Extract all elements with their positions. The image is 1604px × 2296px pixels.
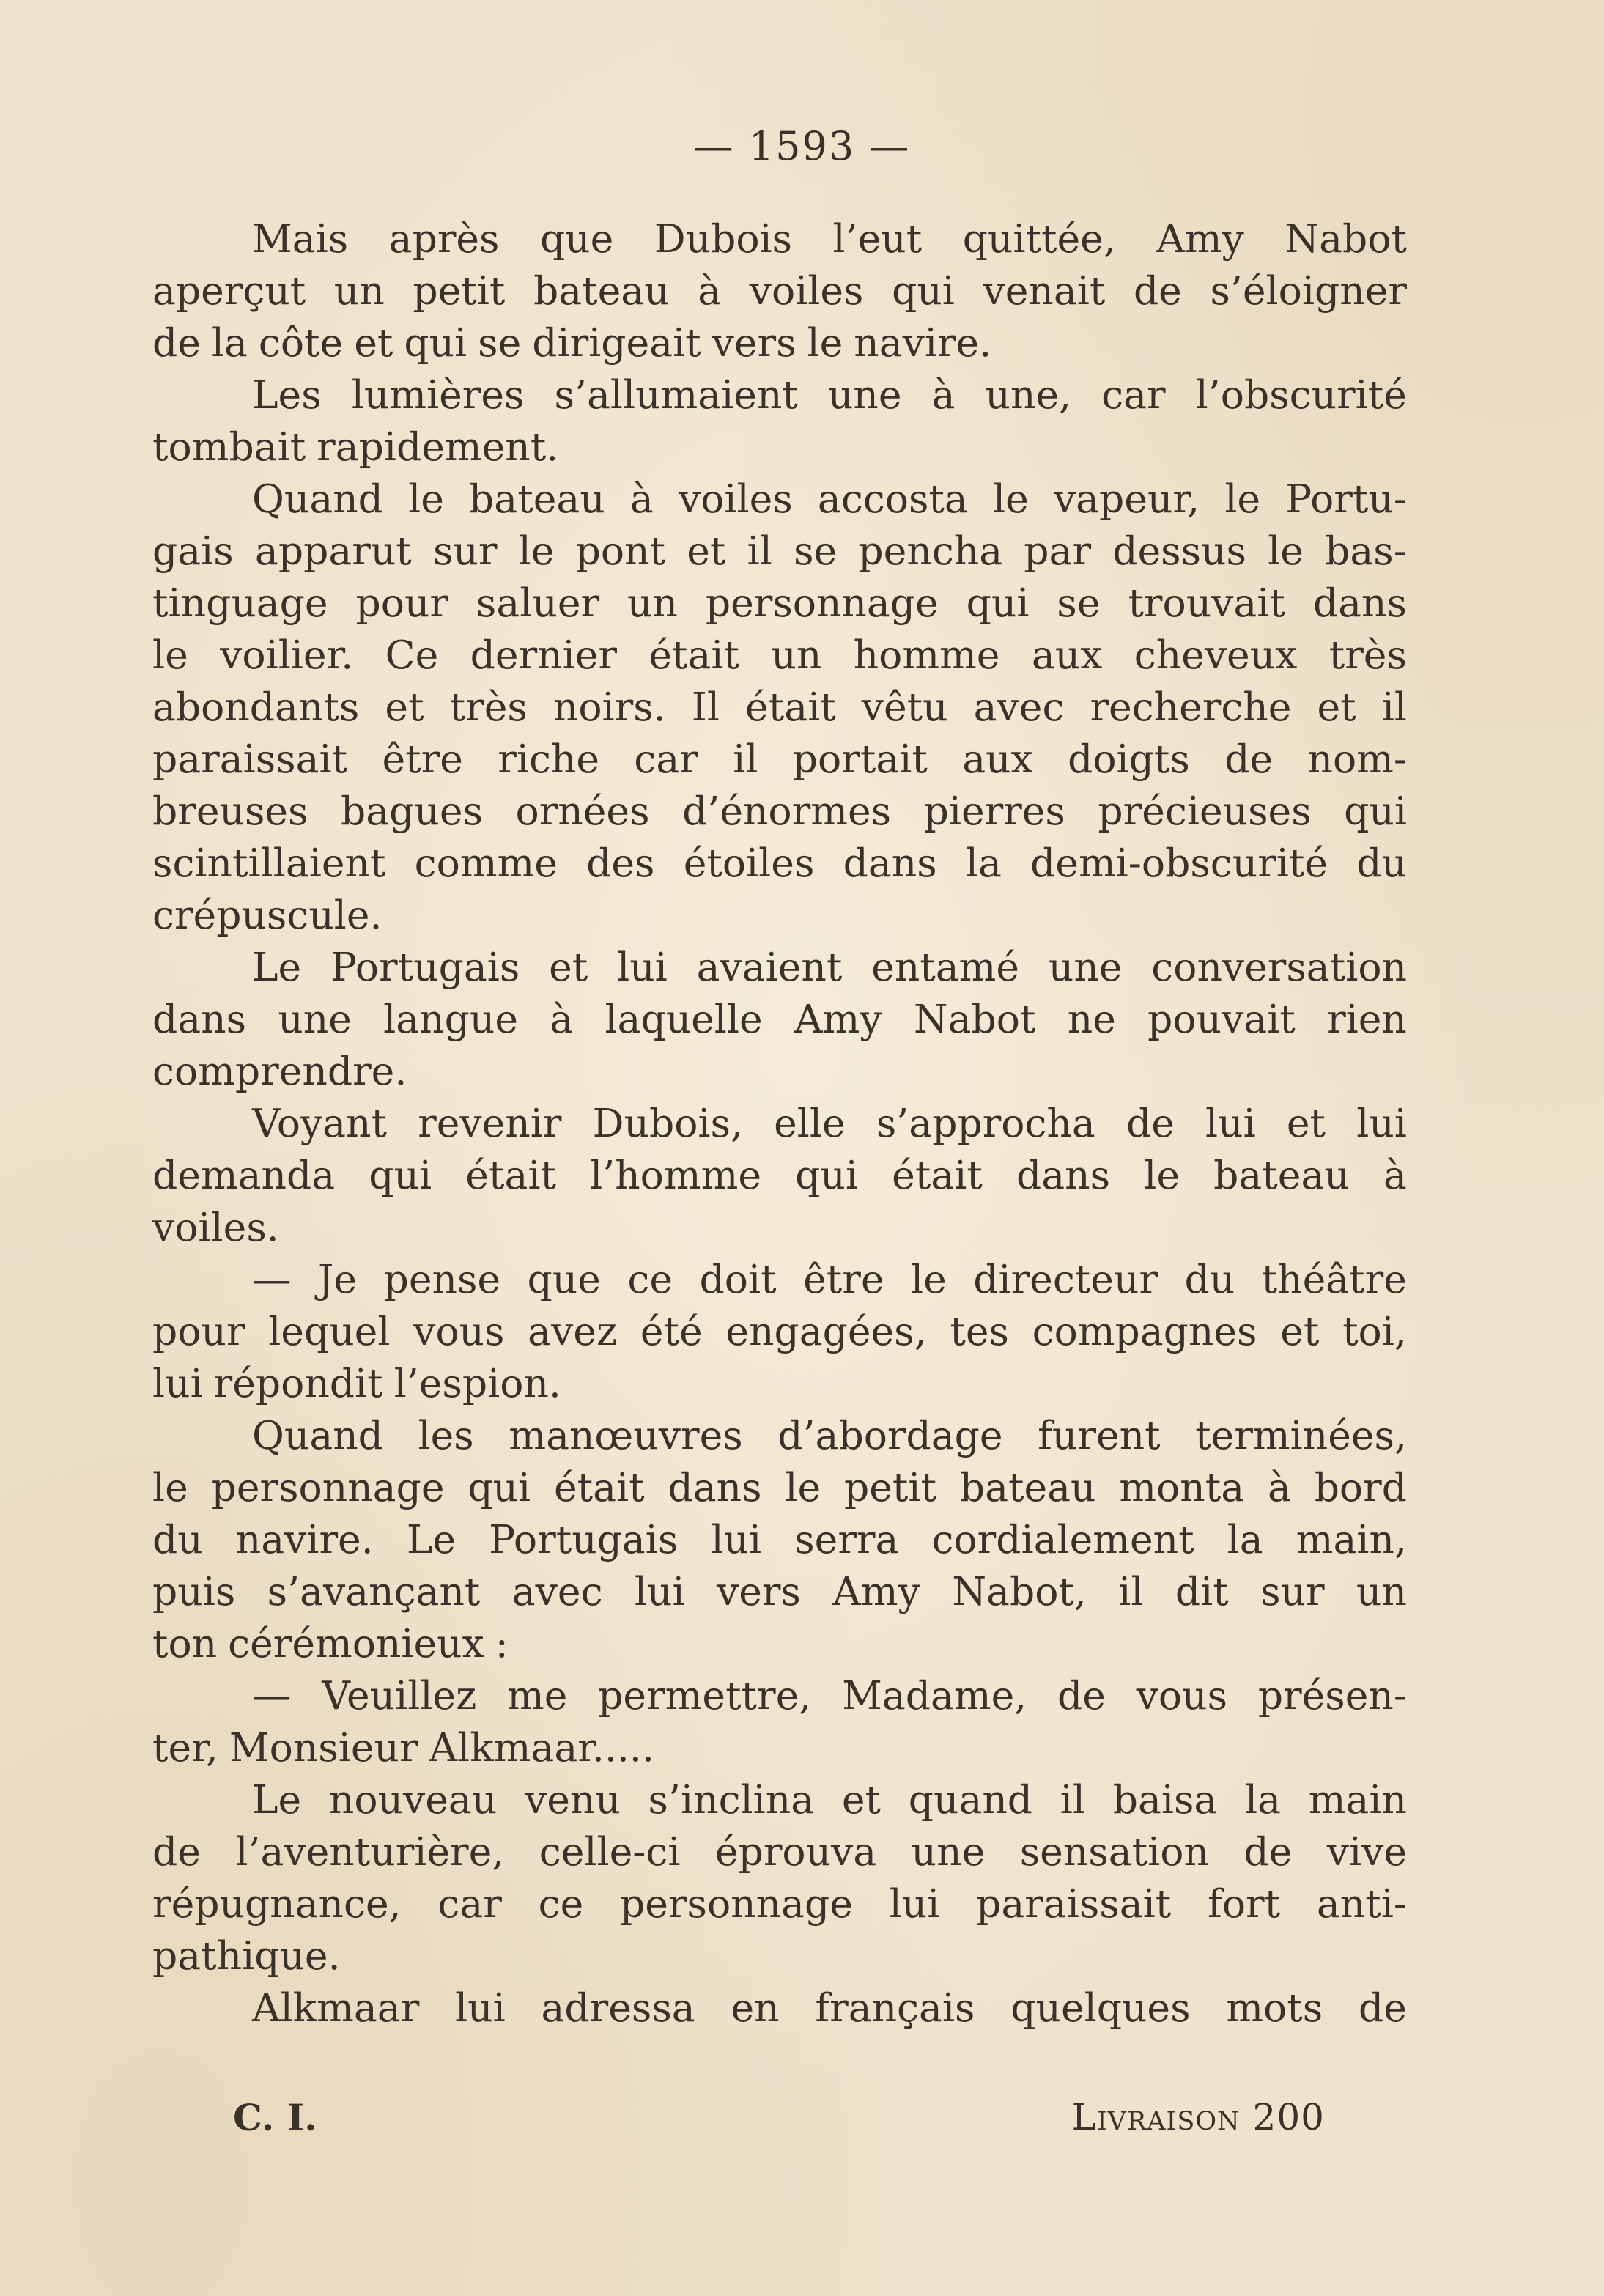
text-line: Les lumières s’allumaient une à une, car l’obscurité xyxy=(252,372,1407,418)
text-line: demanda qui était l’homme qui était dans le bateau à xyxy=(152,1152,1407,1198)
text-line: de la côte et qui se dirigeait vers le navire. xyxy=(152,320,992,366)
text-line: breuses bagues ornées d’énormes pierres précieuses qui xyxy=(152,788,1407,834)
text-line: scintillaient comme des étoiles dans la demi-obscurité du xyxy=(152,840,1407,886)
printer-signature: C. I. xyxy=(233,2096,317,2139)
text-line: Quand les manœuvres d’abordage furent terminées, xyxy=(252,1412,1407,1458)
text-line: Voyant revenir Dubois, elle s’approcha de lui et lui xyxy=(252,1100,1407,1146)
text-line: crépuscule. xyxy=(152,892,382,938)
text-line: — Veuillez me permettre, Madame, de vous présen- xyxy=(252,1672,1407,1719)
body-text xyxy=(152,213,1407,2034)
text-line: paraissait être riche car il portait aux doigts de nom- xyxy=(152,736,1407,782)
paragraph xyxy=(152,213,1407,369)
paragraph xyxy=(152,1409,1407,1669)
text-line: tombait rapidement. xyxy=(152,424,559,470)
text-line: aperçut un petit bateau à voiles qui venait de s’éloigner xyxy=(152,267,1407,314)
text-line: puis s’avançant avec lui vers Amy Nabot, il dit sur un xyxy=(152,1568,1407,1614)
page-number: — 1593 — xyxy=(693,123,911,169)
text-line: le personnage qui était dans le petit bateau monta à bord xyxy=(152,1464,1407,1510)
text-line: — Je pense que ce doit être le directeur du théâtre xyxy=(252,1256,1407,1302)
text-line: Le Portugais et lui avaient entamé une conversation xyxy=(252,944,1407,990)
text-line: répugnance, car ce personnage lui paraissait fort anti- xyxy=(152,1880,1407,1927)
text-line: du navire. Le Portugais lui serra cordialement la main, xyxy=(152,1516,1407,1562)
text-line: ton cérémonieux : xyxy=(152,1620,509,1666)
text-line: dans une langue à laquelle Amy Nabot ne pouvait rien xyxy=(152,996,1407,1042)
text-line: pour lequel vous avez été engagées, tes compagnes et toi, xyxy=(152,1308,1407,1354)
text-line: Mais après que Dubois l’eut quittée, Amy Nabot xyxy=(252,215,1407,262)
paragraph xyxy=(152,473,1407,941)
text-line: gais apparut sur le pont et il se pencha par dessus le bas- xyxy=(152,528,1407,574)
text-line: le voilier. Ce dernier était un homme aux cheveux très xyxy=(152,632,1407,678)
text-line: voiles. xyxy=(152,1204,279,1250)
paragraph xyxy=(152,941,1407,1097)
text-line: Quand le bateau à voiles accosta le vapeur, le Portu- xyxy=(252,476,1407,522)
paragraph xyxy=(152,1253,1407,1409)
paragraph xyxy=(152,1669,1407,1773)
text-line: pathique. xyxy=(152,1933,341,1979)
text-line: Le nouveau venu s’inclina et quand il baisa la main xyxy=(252,1776,1407,1823)
page-footer xyxy=(233,2096,1325,2139)
text-line: de l’aventurière, celle-ci éprouva une sensation de vive xyxy=(152,1828,1407,1875)
text-line: lui répondit l’espion. xyxy=(152,1360,561,1406)
text-line: Alkmaar lui adressa en français quelques mots de xyxy=(252,1985,1407,2031)
text-line: comprendre. xyxy=(152,1048,407,1094)
text-line: ter, Monsieur Alkmaar..... xyxy=(152,1724,654,1771)
text-line: tinguage pour saluer un personnage qui se trouvait dans xyxy=(152,580,1407,626)
livraison-number: Livraison 200 xyxy=(1071,2096,1325,2138)
paragraph xyxy=(152,1982,1407,2034)
paragraph xyxy=(152,1097,1407,1253)
paragraph xyxy=(152,369,1407,473)
text-line: abondants et très noirs. Il était vêtu avec recherche et il xyxy=(152,684,1407,730)
paragraph xyxy=(152,1773,1407,1982)
